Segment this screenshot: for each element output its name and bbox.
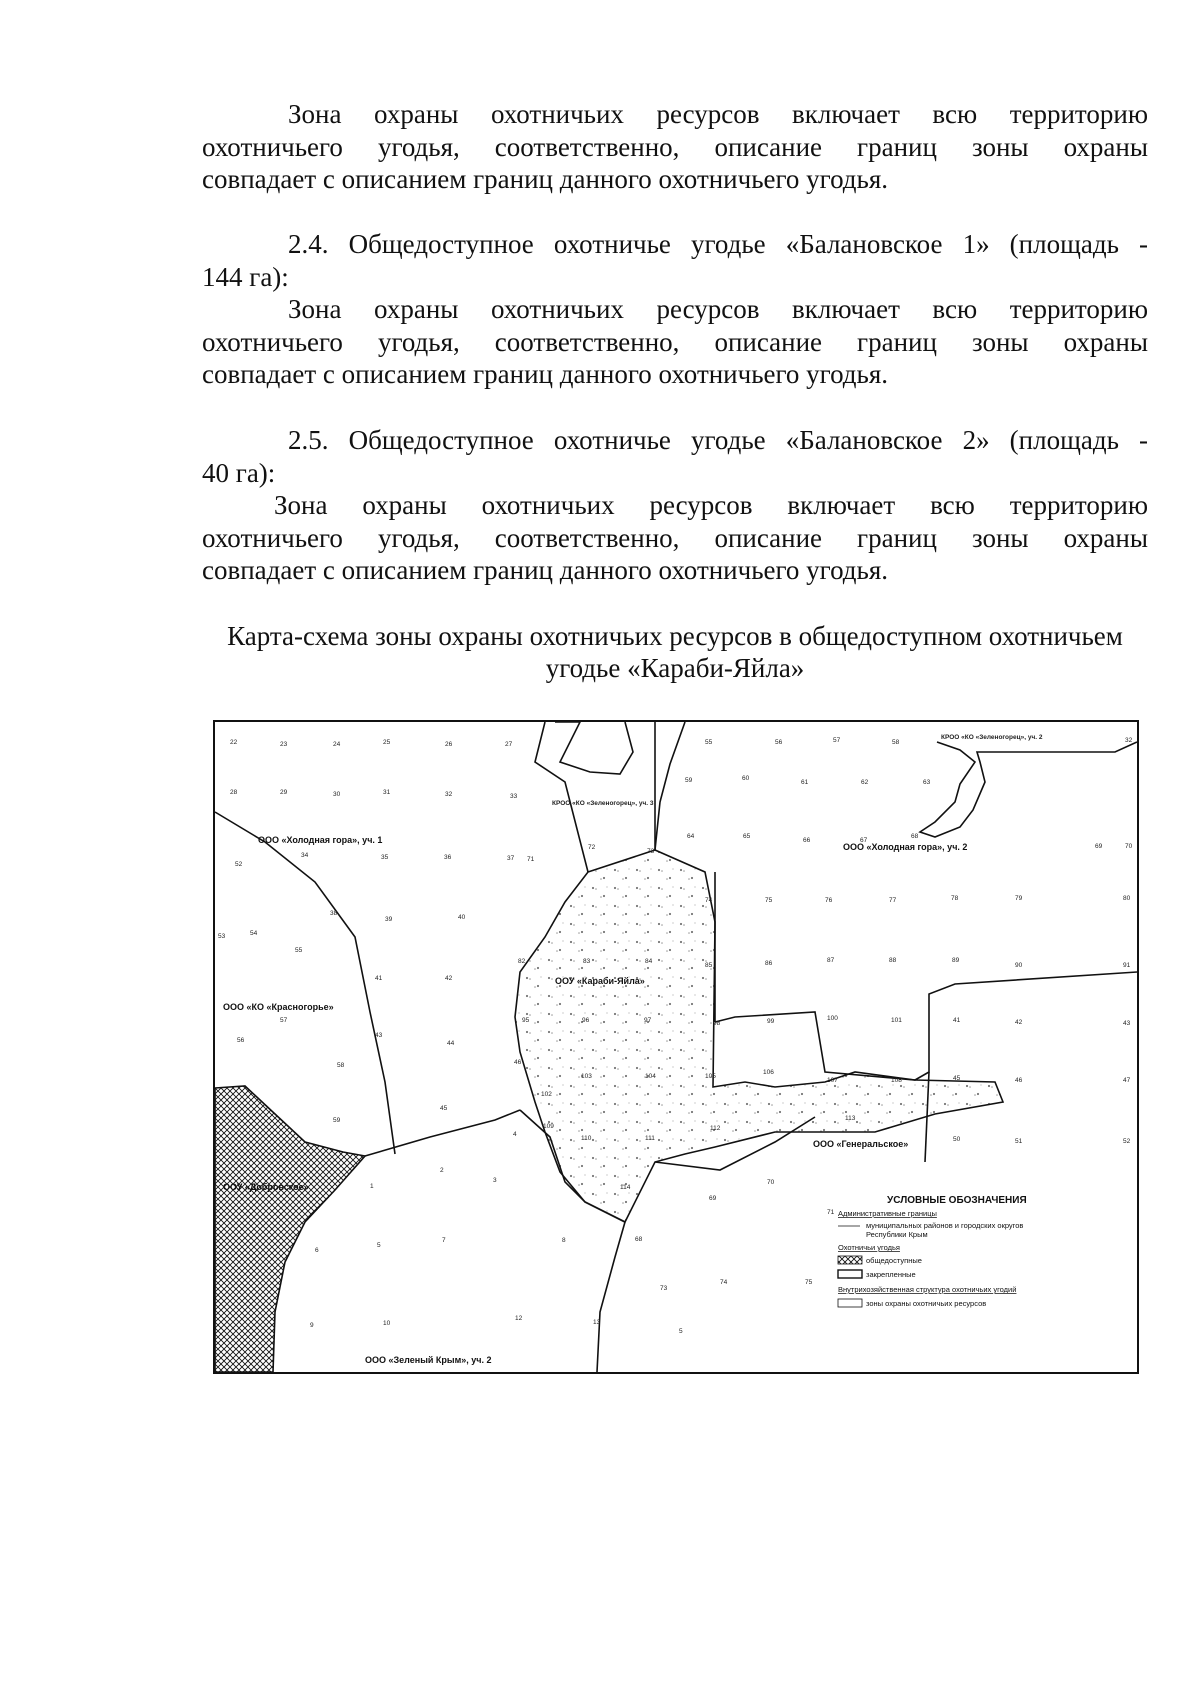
label-zeleny-krym: ООО «Зеленый Крым», уч. 2 [365,1355,492,1365]
svg-text:7: 7 [442,1237,446,1244]
svg-text:74: 74 [720,1279,728,1286]
svg-text:78: 78 [951,895,959,902]
svg-text:36: 36 [444,854,452,861]
legend-admin-item-2: Республики Крым [866,1230,928,1239]
svg-text:65: 65 [743,833,751,840]
svg-text:72: 72 [588,844,596,851]
map-canvas [215,722,1137,1372]
svg-text:82: 82 [518,958,526,965]
svg-text:27: 27 [505,741,513,748]
svg-text:60: 60 [742,775,750,782]
svg-text:96: 96 [582,1017,590,1024]
svg-text:88: 88 [889,957,897,964]
svg-text:57: 57 [833,737,841,744]
svg-text:4: 4 [513,1131,517,1138]
svg-text:83: 83 [583,958,591,965]
svg-text:5: 5 [377,1242,381,1249]
svg-text:85: 85 [705,962,713,969]
svg-text:112: 112 [710,1125,721,1132]
svg-text:44: 44 [447,1040,455,1047]
svg-text:67: 67 [860,837,868,844]
svg-text:74: 74 [705,897,713,904]
svg-text:32: 32 [445,791,453,798]
svg-text:114: 114 [620,1184,631,1191]
map-caption [202,620,1148,684]
svg-text:104: 104 [645,1073,656,1080]
legend-admin-header: Административные границы [838,1209,937,1218]
svg-text:70: 70 [767,1179,775,1186]
svg-text:45: 45 [953,1075,961,1082]
svg-text:54: 54 [250,930,258,937]
svg-text:107: 107 [827,1077,838,1084]
svg-text:87: 87 [827,957,835,964]
svg-text:58: 58 [337,1062,345,1069]
svg-text:39: 39 [385,916,393,923]
svg-text:6: 6 [315,1247,319,1254]
svg-text:62: 62 [861,779,869,786]
svg-text:68: 68 [635,1236,643,1243]
svg-text:99: 99 [767,1018,775,1025]
label-kroo-2: КРОО «КО «Зеленогорец», уч. 2 [941,734,1043,741]
paragraph-2 [202,228,1148,293]
svg-text:75: 75 [805,1279,813,1286]
svg-text:95: 95 [522,1017,530,1024]
label-holodnaya-gora-1: ООО «Холодная гора», уч. 1 [258,835,383,845]
svg-text:66: 66 [803,837,811,844]
svg-text:32: 32 [1125,737,1133,744]
legend-protection-swatch [838,1299,862,1307]
svg-text:13: 13 [593,1319,601,1326]
text-line: 2.5. Общедоступное охотничье угодье «Балановское 2» (площадь - [288,425,1148,455]
svg-text:47: 47 [1123,1077,1131,1084]
legend-hunting-header: Охотничьи угодья [838,1243,900,1252]
svg-text:113: 113 [845,1115,856,1122]
text-line: Зона охраны охотничьих ресурсов включает всю территорию [274,490,1148,520]
text-line: охотничьего угодья, соответственно, описание границ зоны охраны [202,522,1148,553]
text-line: совпадает с описанием границ данного охотничьего угодья. [202,164,889,194]
paragraph-5 [202,489,1148,587]
svg-text:69: 69 [709,1195,717,1202]
svg-text:12: 12 [515,1315,523,1322]
svg-text:59: 59 [333,1117,341,1124]
svg-text:73: 73 [647,848,655,855]
svg-text:71: 71 [827,1209,835,1216]
svg-text:46: 46 [514,1059,522,1066]
svg-text:52: 52 [1123,1138,1131,1145]
svg-text:28: 28 [230,789,238,796]
legend-assigned: закрепленные [866,1270,916,1279]
legend-assigned-swatch [838,1270,862,1278]
svg-text:71: 71 [527,856,535,863]
svg-text:52: 52 [235,861,243,868]
svg-text:23: 23 [280,741,288,748]
label-karabi-yaila: ООУ «Караби-Яйла» [555,976,645,986]
svg-text:10: 10 [383,1320,391,1327]
svg-text:1: 1 [370,1183,374,1190]
svg-text:69: 69 [1095,843,1103,850]
svg-text:76: 76 [825,897,833,904]
svg-text:56: 56 [237,1037,245,1044]
svg-text:63: 63 [923,779,931,786]
dobrovskoe-area [215,1086,365,1372]
text-line: Зона охраны охотничьих ресурсов включает всю территорию [288,294,1148,324]
caption-line-2: угодье «Караби-Яйла» [545,653,805,683]
svg-text:24: 24 [333,741,341,748]
legend-title: УСЛОВНЫЕ ОБОЗНАЧЕНИЯ [887,1195,1027,1206]
svg-text:106: 106 [763,1069,774,1076]
svg-text:33: 33 [510,793,518,800]
svg-text:109: 109 [543,1123,554,1130]
label-holodnaya-gora-2: ООО «Холодная гора», уч. 2 [843,842,968,852]
svg-text:55: 55 [295,947,303,954]
svg-text:43: 43 [1123,1020,1131,1027]
legend-public-swatch [838,1256,862,1264]
svg-text:41: 41 [375,975,383,982]
svg-text:2: 2 [440,1167,444,1174]
svg-text:26: 26 [445,741,453,748]
svg-text:42: 42 [1015,1019,1023,1026]
text-line: совпадает с описанием границ данного охотничьего угодья. [202,555,889,585]
svg-text:79: 79 [1015,895,1023,902]
svg-text:51: 51 [1015,1138,1023,1145]
text-line: Зона охраны охотничьих ресурсов включает всю территорию [288,99,1148,129]
svg-text:84: 84 [645,958,653,965]
legend-structure-header: Внутрихозяйственная структура охотничьих угодий [838,1285,1017,1294]
svg-text:37: 37 [507,855,515,862]
svg-text:9: 9 [310,1322,314,1329]
svg-text:97: 97 [644,1017,652,1024]
svg-text:56: 56 [775,739,783,746]
text-line: 144 га): [202,261,289,292]
svg-text:102: 102 [541,1091,552,1098]
svg-text:45: 45 [440,1105,448,1112]
svg-text:25: 25 [383,739,391,746]
svg-text:8: 8 [562,1237,566,1244]
svg-text:98: 98 [713,1020,721,1027]
label-dobrovskoe: ООУ «Добровское» [223,1182,309,1192]
svg-text:43: 43 [375,1032,383,1039]
svg-text:61: 61 [801,779,809,786]
text-line: 2.4. Общедоступное охотничье угодье «Балановское 1» (площадь - [288,229,1148,259]
text-line: охотничьего угодья, соответственно, описание границ зоны охраны [202,326,1148,357]
paragraph-4 [202,424,1148,489]
text-line: 40 га): [202,457,276,488]
svg-text:89: 89 [952,957,960,964]
svg-text:80: 80 [1123,895,1131,902]
text-line: охотничьего угодья, соответственно, описание границ зоны охраны [202,131,1148,162]
svg-text:59: 59 [685,777,693,784]
svg-text:73: 73 [660,1285,668,1292]
paragraph-3 [202,293,1148,391]
svg-text:46: 46 [1015,1077,1023,1084]
svg-text:55: 55 [705,739,713,746]
svg-text:86: 86 [765,960,773,967]
svg-text:29: 29 [280,789,288,796]
label-krasnogorie: ООО «КО «Красногорье» [223,1002,334,1012]
svg-text:42: 42 [445,975,453,982]
legend-protection: зоны охраны охотничьих ресурсов [866,1299,987,1308]
label-generalskoe: ООО «Генеральское» [813,1139,909,1149]
legend-admin-item-1: муниципальных районов и городских округов [866,1221,1024,1230]
text-line: совпадает с описанием границ данного охотничьего угодья. [202,359,889,389]
svg-text:110: 110 [581,1135,592,1142]
svg-text:91: 91 [1123,962,1131,969]
svg-text:75: 75 [765,897,773,904]
svg-text:77: 77 [889,897,897,904]
svg-text:101: 101 [891,1017,902,1024]
caption-line-1: Карта-схема зоны охраны охотничьих ресурсов в общедоступном охотничьем [227,621,1123,651]
svg-text:41: 41 [953,1017,961,1024]
svg-text:103: 103 [581,1073,592,1080]
svg-text:57: 57 [280,1017,288,1024]
svg-text:38: 38 [330,910,338,917]
svg-text:5: 5 [679,1328,683,1335]
svg-text:40: 40 [458,914,466,921]
svg-text:108: 108 [891,1077,902,1084]
svg-text:100: 100 [827,1015,838,1022]
svg-text:50: 50 [953,1136,961,1143]
svg-text:35: 35 [381,854,389,861]
svg-text:68: 68 [911,833,919,840]
svg-text:64: 64 [687,833,695,840]
legend-public: общедоступные [866,1256,922,1265]
svg-text:31: 31 [383,789,391,796]
svg-text:53: 53 [218,933,226,940]
svg-text:58: 58 [892,739,900,746]
svg-text:3: 3 [493,1177,497,1184]
svg-text:70: 70 [1125,843,1133,850]
svg-text:111: 111 [645,1135,655,1142]
paragraph-1 [202,98,1148,196]
svg-text:105: 105 [705,1073,716,1080]
svg-text:34: 34 [301,852,309,859]
label-kroo-3: КРОО «КО «Зеленогорец», уч. 3 [552,800,654,807]
hunting-map [213,720,1139,1374]
map-legend [838,1195,1027,1308]
svg-text:30: 30 [333,791,341,798]
svg-text:90: 90 [1015,962,1023,969]
svg-text:22: 22 [230,739,238,746]
